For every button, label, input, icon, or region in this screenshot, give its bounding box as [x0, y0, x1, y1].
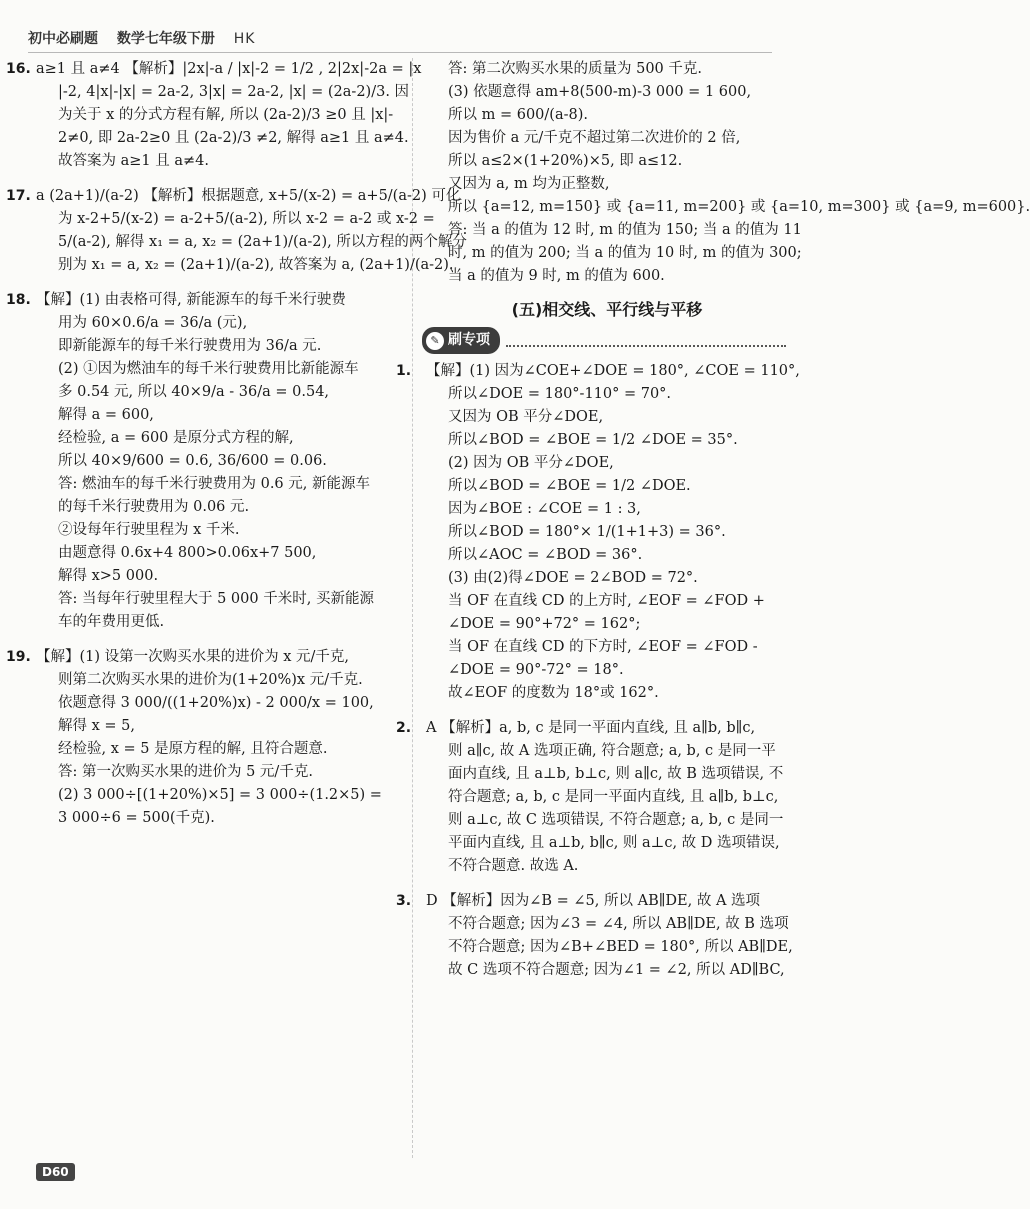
text-line: [38, 335, 398, 358]
line-text: 不符合题意; 因为∠3 = ∠4, 所以 AB∥DE, 故 B 选项: [448, 916, 789, 932]
line-text: (2) ①因为燃油车的每千米行驶费用比新能源车: [58, 361, 359, 377]
edition-label: HK: [233, 31, 256, 47]
line-text: 由题意得 0.6x+4 800>0.06x+7 500,: [58, 545, 317, 561]
text-line: [428, 173, 786, 196]
line-text: D 【解析】因为∠B = ∠5, 所以 AB∥DE, 故 A 选项: [426, 893, 761, 909]
line-text: ∠DOE = 90°+72° = 162°;: [448, 616, 641, 632]
text-line: [38, 496, 398, 519]
question-number: 18.: [6, 292, 31, 308]
text-line: [428, 567, 786, 590]
text-line: [428, 383, 786, 406]
text-line: [38, 784, 398, 807]
text-line: [428, 763, 786, 786]
practice-badge: [422, 327, 500, 354]
line-text: 2≠0, 即 2a-2≥0 且 (2a-2)/3 ≠2, 解得 a≥1 且 a≠4.: [58, 130, 409, 146]
subject-title: 数学七年级下册: [116, 31, 215, 47]
line-text: 则第二次购买水果的进价为(1+20%)x 元/千克.: [58, 672, 363, 688]
right-column-top: [428, 58, 1030, 288]
page-header: [28, 28, 772, 53]
text-line: [428, 81, 786, 104]
text-line: [38, 738, 398, 761]
line-text: 依题意得 3 000/((1+20%)x) - 2 000/x = 100,: [58, 695, 374, 711]
line-text: a≥1 且 a≠4 【解析】|2x|-a / |x|-2 = 1/2 , 2|2x|-2a = |x: [36, 61, 422, 77]
text-line: [38, 312, 398, 335]
line-text: 3 000÷6 = 500(千克).: [58, 810, 215, 826]
series-title: 初中必刷题: [28, 31, 98, 47]
practice-banner: [422, 327, 786, 354]
question-number: 1.: [396, 363, 412, 379]
line-text: 当 OF 在直线 CD 的下方时, ∠EOF = ∠FOD -: [448, 639, 758, 655]
line-text: 【解】(1) 由表格可得, 新能源车的每千米行驶费: [36, 292, 346, 308]
line-text: 所以∠BOD = 180°× 1/(1+1+3) = 36°.: [448, 524, 726, 540]
text-line: [38, 208, 435, 231]
line-text: (3) 依题意得 am+8(500-m)-3 000 = 1 600,: [448, 84, 752, 100]
text-line: [6, 289, 398, 312]
text-line: [428, 452, 786, 475]
text-line: [38, 519, 398, 542]
line-text: 故答案为 a≥1 且 a≠4.: [58, 153, 209, 169]
line-text: 因为∠BOE : ∠COE = 1 : 3,: [448, 501, 641, 517]
line-text: 答: 第一次购买水果的进价为 5 元/千克.: [58, 764, 313, 780]
text-line: [428, 809, 786, 832]
text-line: [38, 473, 398, 496]
text-line: [428, 682, 786, 705]
text-line: [38, 450, 398, 473]
question-number: 16.: [6, 61, 31, 77]
line-text: 平面内直线, 且 a⊥b, b∥c, 则 a⊥c, 故 D 选项错误,: [448, 835, 780, 851]
text-line: [38, 611, 398, 634]
line-text: 用为 60×0.6/a = 36/a (元),: [58, 315, 248, 331]
text-line: [428, 786, 786, 809]
text-line: [428, 936, 793, 959]
text-line: [428, 104, 786, 127]
text-line: [428, 740, 786, 763]
question-number: 2.: [396, 720, 412, 736]
line-text: 经检验, a = 600 是原分式方程的解,: [58, 430, 294, 446]
text-line: [428, 613, 786, 636]
left-column: [6, 58, 467, 830]
line-text: 解得 x = 5,: [58, 718, 135, 734]
text-line: [38, 807, 398, 830]
text-line: [6, 58, 422, 81]
line-text: 即新能源车的每千米行驶费用为 36/a 元.: [58, 338, 322, 354]
line-text: 5/(a-2), 解得 x₁ = a, x₂ = (2a+1)/(a-2), 所以方程的两个解分: [58, 234, 467, 250]
line-text: 所以 40×9/600 = 0.6, 36/600 = 0.06.: [58, 453, 327, 469]
line-text: 时, m 的值为 200; 当 a 的值为 10 时, m 的值为 300;: [448, 245, 802, 261]
text-line: [6, 185, 461, 208]
question-number: 3.: [396, 893, 412, 909]
text-line: [396, 360, 800, 383]
text-line: [396, 717, 786, 740]
line-text: 为 x-2+5/(x-2) = a-2+5/(a-2), 所以 x-2 = a-2 或 x-2 =: [58, 211, 435, 227]
line-text: 不符合题意. 故选 A.: [448, 858, 579, 874]
text-line: [428, 219, 802, 242]
line-text: 【解】(1) 设第一次购买水果的进价为 x 元/千克,: [36, 649, 350, 665]
text-line: [38, 715, 398, 738]
line-text: (2) 3 000÷[(1+20%)×5] = 3 000÷(1.2×5) =: [58, 787, 382, 803]
line-text: 当 OF 在直线 CD 的上方时, ∠EOF = ∠FOD +: [448, 593, 765, 609]
line-text: ②设每年行驶里程为 x 千米.: [58, 522, 240, 538]
line-text: 则 a⊥c, 故 C 选项错误, 不符合题意; a, b, c 是同一: [448, 812, 784, 828]
line-text: A 【解析】a, b, c 是同一平面内直线, 且 a∥b, b∥c,: [426, 720, 756, 736]
text-line: [428, 242, 802, 265]
line-text: (2) 因为 OB 平分∠DOE,: [448, 455, 614, 471]
page-number: D60: [36, 1163, 75, 1181]
question-number: 19.: [6, 649, 31, 665]
line-text: 答: 第二次购买水果的质量为 500 千克.: [448, 61, 702, 77]
line-text: 解得 a = 600,: [58, 407, 154, 423]
text-line: [38, 692, 398, 715]
text-line: [38, 669, 398, 692]
text-line: [428, 127, 786, 150]
text-line: [38, 127, 409, 150]
line-text: 答: 当 a 的值为 12 时, m 的值为 150; 当 a 的值为 11: [448, 222, 802, 238]
line-text: 的每千米行驶费用为 0.06 元.: [58, 499, 250, 515]
brush-icon: ✎: [426, 332, 444, 350]
text-line: [38, 404, 398, 427]
line-text: 不符合题意; 因为∠B+∠BED = 180°, 所以 AB∥DE,: [448, 939, 793, 955]
right-column-bottom: [396, 360, 800, 982]
line-text: 又因为 a, m 均为正整数,: [448, 176, 610, 192]
text-line: [428, 58, 786, 81]
dotted-rule: [506, 335, 786, 347]
line-text: 为关于 x 的分式方程有解, 所以 (2a-2)/3 ≥0 且 |x|-: [58, 107, 394, 123]
text-line: [428, 406, 786, 429]
line-text: 符合题意; a, b, c 是同一平面内直线, 且 a∥b, b⊥c,: [448, 789, 779, 805]
text-line: [38, 542, 398, 565]
text-line: [428, 265, 786, 288]
right-column: [396, 58, 1030, 982]
text-line: [38, 104, 398, 127]
practice-label: 刷专项: [448, 332, 490, 348]
line-text: 【解】(1) 因为∠COE+∠DOE = 180°, ∠COE = 110°,: [426, 363, 800, 379]
line-text: 所以∠BOD = ∠BOE = 1/2 ∠DOE = 35°.: [448, 432, 738, 448]
text-line: [38, 81, 410, 104]
line-text: 面内直线, 且 a⊥b, b⊥c, 则 a∥c, 故 B 选项错误, 不: [448, 766, 784, 782]
line-text: 车的年费用更低.: [58, 614, 165, 630]
text-line: [428, 429, 786, 452]
text-line: [38, 427, 398, 450]
line-text: 所以 a≤2×(1+20%)×5, 即 a≤12.: [448, 153, 683, 169]
text-line: [38, 565, 398, 588]
text-line: [428, 544, 786, 567]
text-line: [38, 358, 398, 381]
text-line: [38, 150, 398, 173]
line-text: 经检验, x = 5 是原方程的解, 且符合题意.: [58, 741, 328, 757]
text-line: [428, 659, 786, 682]
section-title: (五)相交线、平行线与平移: [511, 300, 703, 319]
line-text: 所以∠AOC = ∠BOD = 36°.: [448, 547, 643, 563]
text-line: [38, 231, 467, 254]
text-line: [38, 254, 454, 277]
text-line: [428, 855, 786, 878]
line-text: 所以∠BOD = ∠BOE = 1/2 ∠DOE.: [448, 478, 691, 494]
question-number: 17.: [6, 188, 31, 204]
line-text: 多 0.54 元, 所以 40×9/a - 36/a = 0.54,: [58, 384, 330, 400]
line-text: 答: 当每年行驶里程大于 5 000 千米时, 买新能源: [58, 591, 374, 607]
line-text: 所以∠DOE = 180°-110° = 70°.: [448, 386, 672, 402]
line-text: 答: 燃油车的每千米行驶费用为 0.6 元, 新能源车: [58, 476, 370, 492]
text-line: [38, 761, 398, 784]
line-text: ∠DOE = 90°-72° = 18°.: [448, 662, 624, 678]
text-line: [428, 636, 786, 659]
line-text: 又因为 OB 平分∠DOE,: [448, 409, 604, 425]
text-line: [428, 498, 786, 521]
line-text: 解得 x>5 000.: [58, 568, 159, 584]
text-line: [428, 475, 786, 498]
line-text: 别为 x₁ = a, x₂ = (2a+1)/(a-2), 故答案为 a, (2a+1)/(a-2).: [58, 257, 454, 273]
line-text: |-2, 4|x|-|x| = 2a-2, 3|x| = 2a-2, |x| = (2a-2)/3. 因: [58, 84, 410, 100]
text-line: [396, 890, 786, 913]
text-line: [6, 646, 398, 669]
text-line: [428, 196, 1030, 219]
text-line: [428, 150, 786, 173]
text-line: [428, 521, 786, 544]
text-line: [428, 832, 786, 855]
line-text: 则 a∥c, 故 A 选项正确, 符合题意; a, b, c 是同一平: [448, 743, 776, 759]
line-text: 所以 {a=12, m=150} 或 {a=11, m=200} 或 {a=10, m=300} 或 {a=9, m=600}.: [448, 199, 1030, 215]
text-line: [428, 913, 789, 936]
line-text: a (2a+1)/(a-2) 【解析】根据题意, x+5/(x-2) = a+5/(a-2) 可化: [36, 188, 461, 204]
line-text: 故 C 选项不符合题意; 因为∠1 = ∠2, 所以 AD∥BC,: [448, 962, 785, 978]
text-line: [38, 381, 398, 404]
line-text: 故∠EOF 的度数为 18°或 162°.: [448, 685, 659, 701]
line-text: 当 a 的值为 9 时, m 的值为 600.: [448, 268, 665, 284]
text-line: [428, 590, 786, 613]
line-text: (3) 由(2)得∠DOE = 2∠BOD = 72°.: [448, 570, 698, 586]
text-line: [428, 959, 786, 982]
line-text: 因为售价 a 元/千克不超过第二次进价的 2 倍,: [448, 130, 741, 146]
line-text: 所以 m = 600/(a-8).: [448, 107, 588, 123]
text-line: [38, 588, 398, 611]
